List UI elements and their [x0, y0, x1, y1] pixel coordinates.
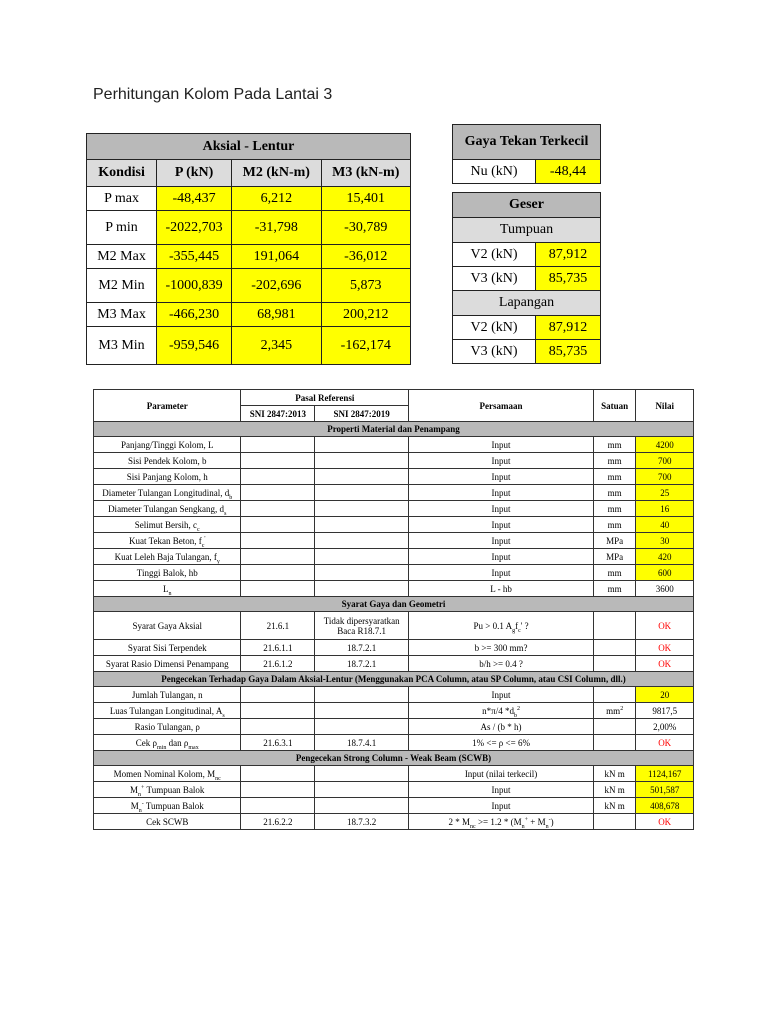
- row-sni2019: [315, 469, 409, 485]
- row-satuan: kN m: [593, 766, 635, 782]
- header-satuan: Satuan: [593, 390, 635, 422]
- row-persamaan: Input: [409, 533, 594, 549]
- row-sni2019: [315, 437, 409, 453]
- row-sni2019: [315, 533, 409, 549]
- m2-value: -202,696: [232, 269, 321, 303]
- row-satuan: mm: [593, 453, 635, 469]
- row-satuan: [593, 687, 635, 703]
- m3-value: 200,212: [321, 303, 410, 327]
- row-persamaan: As / (b * h): [409, 719, 594, 735]
- row-persamaan: Input: [409, 565, 594, 581]
- row-nilai: 700: [636, 469, 694, 485]
- calculation-table: [93, 389, 694, 830]
- row-nilai: 9817,5: [636, 703, 694, 719]
- row-sni2019: [315, 485, 409, 501]
- row-sni2019: [315, 798, 409, 814]
- row-sni2019: 18.7.4.1: [315, 735, 409, 751]
- lapangan-v2-label: V2 (kN): [453, 316, 536, 340]
- row-persamaan: Input: [409, 687, 594, 703]
- row-label: M3 Max: [87, 303, 157, 327]
- col-m2: M2 (kN-m): [232, 160, 321, 187]
- row-satuan: $mm^2$: [593, 703, 635, 719]
- row-nilai: 25: [636, 485, 694, 501]
- m2-value: 6,212: [232, 187, 321, 211]
- header-parameter: Parameter: [94, 390, 241, 422]
- table-row: [94, 501, 694, 517]
- row-label: M2 Min: [87, 269, 157, 303]
- row-persamaan: $2 * M_{nc} >= 1.2 * (M_n^+ + M_n^-)$: [409, 814, 594, 830]
- row-nilai: 2,00%: [636, 719, 694, 735]
- row-sni2013: [241, 437, 315, 453]
- row-persamaan: Input: [409, 485, 594, 501]
- row-satuan: MPa: [593, 533, 635, 549]
- row-persamaan: Input: [409, 782, 594, 798]
- row-nilai: OK: [636, 640, 694, 656]
- row-parameter: Kuat Tekan Beton, $f_c'$: [94, 533, 241, 549]
- row-sni2013: 21.6.1.2: [241, 656, 315, 672]
- row-sni2019: [315, 501, 409, 517]
- row-satuan: kN m: [593, 798, 635, 814]
- m2-value: 191,064: [232, 245, 321, 269]
- tumpuan-label: Tumpuan: [453, 218, 601, 243]
- row-sni2013: [241, 469, 315, 485]
- row-parameter: Syarat Rasio Dimensi Penampang: [94, 656, 241, 672]
- row-sni2013: [241, 766, 315, 782]
- aksial-heading: Aksial - Lentur: [87, 134, 411, 160]
- aksial-lentur-table: [86, 133, 411, 365]
- m2-value: 2,345: [232, 327, 321, 365]
- row-satuan: [593, 656, 635, 672]
- row-satuan: mm: [593, 485, 635, 501]
- row-nilai: 20: [636, 687, 694, 703]
- table-row: [94, 581, 694, 597]
- p-value: -959,546: [157, 327, 232, 365]
- row-parameter: $M_n^-$ Tumpuan Balok: [94, 798, 241, 814]
- row-nilai: 501,587: [636, 782, 694, 798]
- row-parameter: $L_n$: [94, 581, 241, 597]
- table-row: [87, 211, 411, 245]
- row-persamaan: 1% <= ρ <= 6%: [409, 735, 594, 751]
- table-row: [94, 469, 694, 485]
- section-scwb: Pengecekan Strong Column - Weak Beam (SCWB): [94, 751, 694, 766]
- table-row: [87, 269, 411, 303]
- table-row: [94, 687, 694, 703]
- row-sni2019: [315, 719, 409, 735]
- row-sni2019: 18.7.3.2: [315, 814, 409, 830]
- row-satuan: [593, 640, 635, 656]
- table-row: [94, 719, 694, 735]
- row-label: P max: [87, 187, 157, 211]
- tumpuan-v3-label: V3 (kN): [453, 267, 536, 291]
- m3-value: -36,012: [321, 245, 410, 269]
- row-sni2013: [241, 703, 315, 719]
- header-pasal: Pasal Referensi: [241, 390, 409, 406]
- section-properti-rows: [94, 437, 694, 597]
- m3-value: 5,873: [321, 269, 410, 303]
- row-persamaan: n*π/4 $*d_b^2$: [409, 703, 594, 719]
- row-sni2013: [241, 533, 315, 549]
- row-parameter: Rasio Tulangan, ρ: [94, 719, 241, 735]
- row-nilai: 3600: [636, 581, 694, 597]
- row-parameter: $M_n^+$ Tumpuan Balok: [94, 782, 241, 798]
- row-satuan: mm: [593, 501, 635, 517]
- m2-value: -31,798: [232, 211, 321, 245]
- p-value: -48,437: [157, 187, 232, 211]
- table-row: [94, 703, 694, 719]
- header-nilai: Nilai: [636, 390, 694, 422]
- row-sni2019: [315, 517, 409, 533]
- row-persamaan: b/h >= 0.4 ?: [409, 656, 594, 672]
- section-scwb-rows: [94, 766, 694, 830]
- table-row: [94, 656, 694, 672]
- table-row: [87, 327, 411, 365]
- row-sni2013: [241, 798, 315, 814]
- row-persamaan: Pu > 0.1 $A_gf_c'$ ?: [409, 612, 594, 640]
- table-row: [94, 735, 694, 751]
- row-nilai: 4200: [636, 437, 694, 453]
- row-nilai: 420: [636, 549, 694, 565]
- row-sni2013: [241, 517, 315, 533]
- gaya-tekan-heading: Gaya Tekan Terkecil: [453, 125, 601, 160]
- row-sni2013: 21.6.2.2: [241, 814, 315, 830]
- row-parameter: Jumlah Tulangan, n: [94, 687, 241, 703]
- row-persamaan: Input: [409, 501, 594, 517]
- row-sni2013: [241, 501, 315, 517]
- row-satuan: MPa: [593, 549, 635, 565]
- lapangan-v3-label: V3 (kN): [453, 340, 536, 364]
- row-parameter: Sisi Pendek Kolom, b: [94, 453, 241, 469]
- lapangan-v3-value: 85,735: [536, 340, 601, 364]
- row-persamaan: Input: [409, 469, 594, 485]
- row-parameter: Tinggi Balok, hb: [94, 565, 241, 581]
- row-persamaan: Input: [409, 798, 594, 814]
- table-row: [94, 640, 694, 656]
- table-row: [94, 533, 694, 549]
- table-row: [94, 766, 694, 782]
- row-sni2019: [315, 549, 409, 565]
- row-satuan: [593, 735, 635, 751]
- row-nilai: OK: [636, 656, 694, 672]
- row-persamaan: Input: [409, 517, 594, 533]
- table-row: [94, 437, 694, 453]
- row-sni2013: [241, 782, 315, 798]
- row-sni2013: 21.6.3.1: [241, 735, 315, 751]
- row-sni2019: [315, 703, 409, 719]
- row-sni2019: 18.7.2.1: [315, 656, 409, 672]
- row-parameter: Sisi Panjang Kolom, h: [94, 469, 241, 485]
- tumpuan-v2-value: 87,912: [536, 243, 601, 267]
- m2-value: 68,981: [232, 303, 321, 327]
- row-sni2013: 21.6.1: [241, 612, 315, 640]
- header-sni2019: SNI 2847:2019: [315, 406, 409, 422]
- row-sni2019: [315, 766, 409, 782]
- row-sni2019: 18.7.2.1: [315, 640, 409, 656]
- row-nilai: 16: [636, 501, 694, 517]
- p-value: -1000,839: [157, 269, 232, 303]
- row-persamaan: Input (nilai terkecil): [409, 766, 594, 782]
- row-label: P min: [87, 211, 157, 245]
- row-nilai: 600: [636, 565, 694, 581]
- section-properti: Properti Material dan Penampang: [94, 422, 694, 437]
- col-p: P (kN): [157, 160, 232, 187]
- row-sni2019: [315, 782, 409, 798]
- lapangan-v2-value: 87,912: [536, 316, 601, 340]
- row-persamaan: b >= 300 mm?: [409, 640, 594, 656]
- row-parameter: Kuat Leleh Baja Tulangan, $f_y$: [94, 549, 241, 565]
- row-nilai: 1124,167: [636, 766, 694, 782]
- nu-value: -48,44: [536, 160, 601, 184]
- table-row: [87, 187, 411, 211]
- row-sni2019: Tidak dipersyaratkan Baca R18.7.1: [315, 612, 409, 640]
- row-parameter: Diameter Tulangan Longitudinal, $d_b$: [94, 485, 241, 501]
- row-satuan: [593, 719, 635, 735]
- row-nilai: OK: [636, 612, 694, 640]
- row-sni2013: [241, 453, 315, 469]
- row-nilai: 700: [636, 453, 694, 469]
- col-m3: M3 (kN-m): [321, 160, 410, 187]
- section-syarat-rows: [94, 612, 694, 672]
- row-persamaan: Input: [409, 453, 594, 469]
- row-nilai: OK: [636, 735, 694, 751]
- row-satuan: mm: [593, 469, 635, 485]
- table-row: [87, 245, 411, 269]
- table-row: [94, 485, 694, 501]
- row-sni2013: [241, 687, 315, 703]
- p-value: -355,445: [157, 245, 232, 269]
- table-row: [94, 453, 694, 469]
- row-sni2013: 21.6.1.1: [241, 640, 315, 656]
- col-kondisi: Kondisi: [87, 160, 157, 187]
- p-value: -466,230: [157, 303, 232, 327]
- row-parameter: Cek SCWB: [94, 814, 241, 830]
- row-parameter: Syarat Sisi Terpendek: [94, 640, 241, 656]
- row-sni2019: [315, 581, 409, 597]
- tumpuan-v2-label: V2 (kN): [453, 243, 536, 267]
- m3-value: -162,174: [321, 327, 410, 365]
- row-parameter: Syarat Gaya Aksial: [94, 612, 241, 640]
- row-satuan: kN m: [593, 782, 635, 798]
- m3-value: -30,789: [321, 211, 410, 245]
- table-row: [94, 782, 694, 798]
- row-parameter: Momen Nominal Kolom, $M_{nc}$: [94, 766, 241, 782]
- row-sni2013: [241, 581, 315, 597]
- row-nilai: 408,678: [636, 798, 694, 814]
- table-row: [94, 612, 694, 640]
- table-row: [94, 549, 694, 565]
- row-nilai: 40: [636, 517, 694, 533]
- header-sni2013: SNI 2847:2013: [241, 406, 315, 422]
- section-aksial-lentur: Pengecekan Terhadap Gaya Dalam Aksial-Lentur (Menggunakan PCA Column, atau SP Column, atau CSI Column, dll.): [94, 672, 694, 687]
- row-nilai: 30: [636, 533, 694, 549]
- row-sni2019: [315, 687, 409, 703]
- section-syarat: Syarat Gaya dan Geometri: [94, 597, 694, 612]
- row-nilai: OK: [636, 814, 694, 830]
- geser-table: [452, 192, 601, 364]
- section-aksial-rows: [94, 687, 694, 751]
- row-sni2013: [241, 485, 315, 501]
- row-sni2013: [241, 549, 315, 565]
- row-parameter: Selimut Bersih, $c_c$: [94, 517, 241, 533]
- row-satuan: [593, 814, 635, 830]
- nu-label: Nu (kN): [453, 160, 536, 184]
- table-row: [94, 517, 694, 533]
- row-parameter: Cek $\rho_{min}$ dan $\rho_{max}$: [94, 735, 241, 751]
- geser-heading: Geser: [453, 193, 601, 218]
- table-row: [87, 303, 411, 327]
- table-row: [94, 565, 694, 581]
- row-sni2013: [241, 719, 315, 735]
- row-parameter: Diameter Tulangan Sengkang, $d_s$: [94, 501, 241, 517]
- row-satuan: mm: [593, 565, 635, 581]
- row-label: M3 Min: [87, 327, 157, 365]
- row-label: M2 Max: [87, 245, 157, 269]
- row-satuan: mm: [593, 517, 635, 533]
- header-persamaan: Persamaan: [409, 390, 594, 422]
- row-satuan: [593, 612, 635, 640]
- tumpuan-v3-value: 85,735: [536, 267, 601, 291]
- table-row: [94, 814, 694, 830]
- row-satuan: mm: [593, 437, 635, 453]
- lapangan-label: Lapangan: [453, 291, 601, 316]
- page-title: Perhitungan Kolom Pada Lantai 3: [93, 86, 333, 103]
- table-row: [94, 798, 694, 814]
- row-parameter: Luas Tulangan Longitudinal, $A_s$: [94, 703, 241, 719]
- row-persamaan: Input: [409, 549, 594, 565]
- row-persamaan: L - hb: [409, 581, 594, 597]
- row-satuan: mm: [593, 581, 635, 597]
- row-sni2019: [315, 453, 409, 469]
- row-sni2019: [315, 565, 409, 581]
- row-persamaan: Input: [409, 437, 594, 453]
- gaya-tekan-table: [452, 124, 601, 184]
- row-parameter: Panjang/Tinggi Kolom, L: [94, 437, 241, 453]
- p-value: -2022,703: [157, 211, 232, 245]
- m3-value: 15,401: [321, 187, 410, 211]
- row-sni2013: [241, 565, 315, 581]
